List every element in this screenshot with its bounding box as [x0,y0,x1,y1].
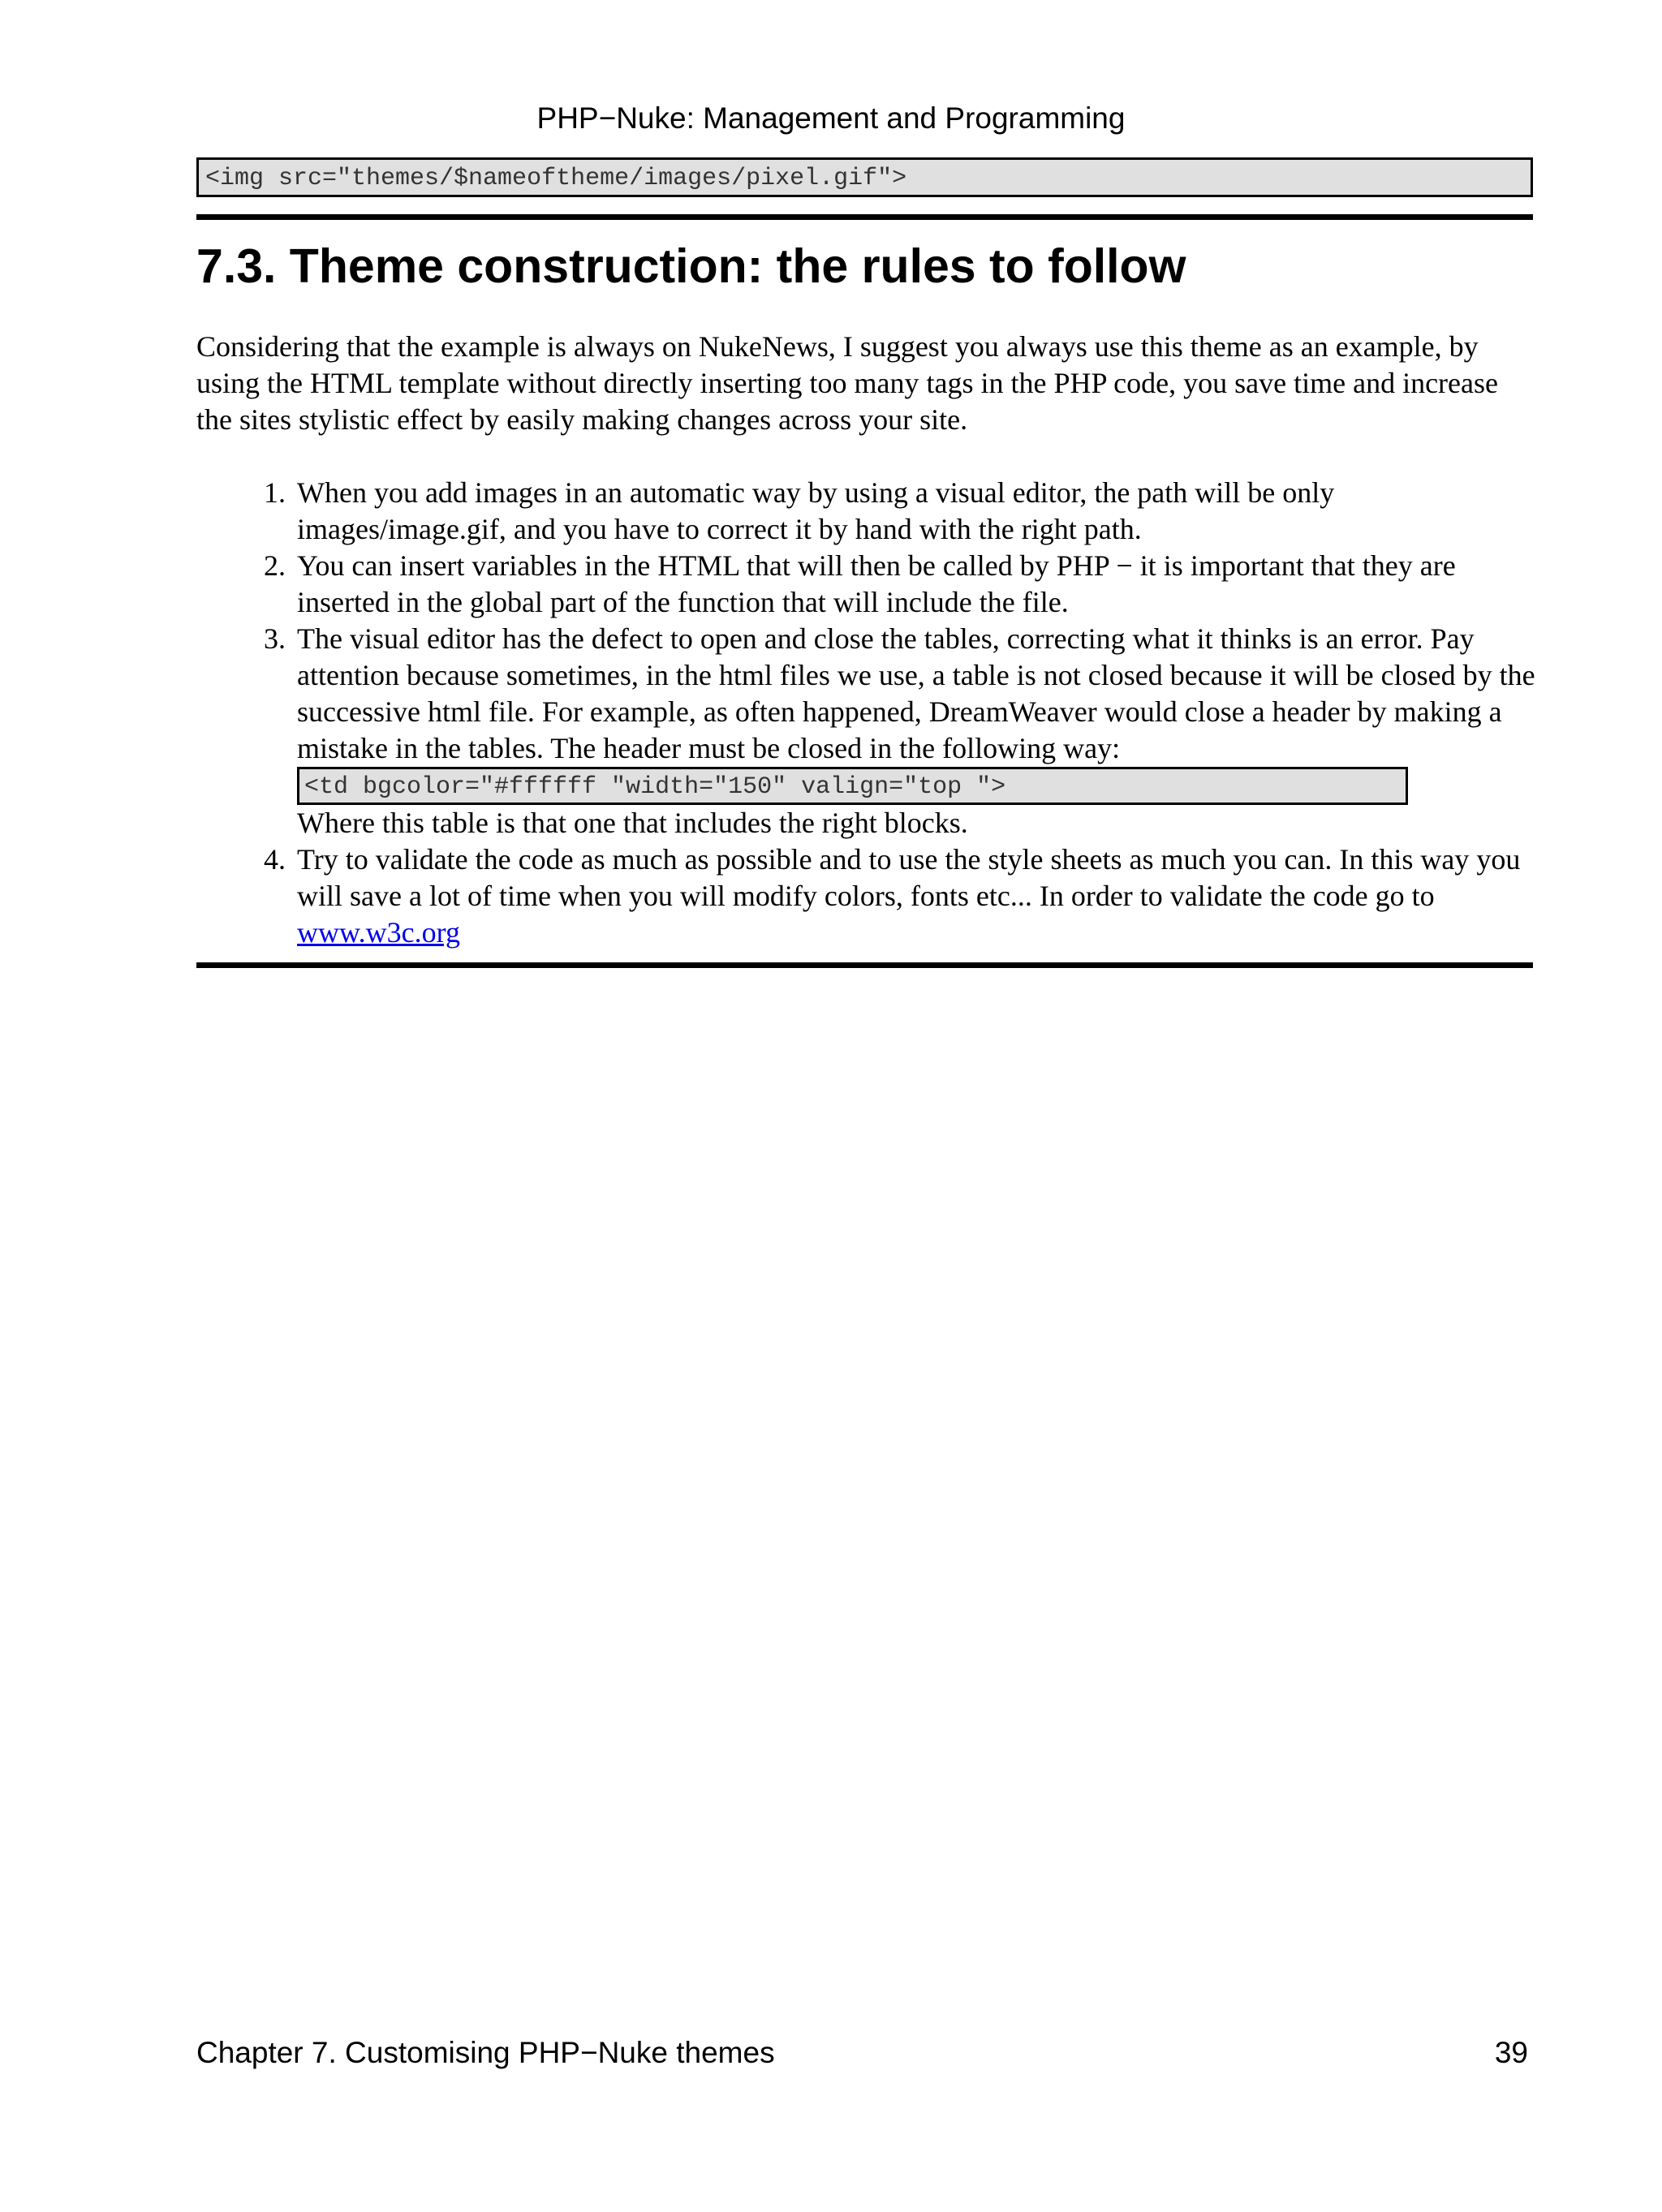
intro-paragraph: Considering that the example is always on NukeNews, I suggest you always use this theme as an example, by using the HTML template without directly inserting too many tags in the PHP code, you save time and increase the sites stylistic effect by easily making changes across your site. [196,330,1498,436]
rules-list [264,475,1537,951]
footer-chapter: Chapter 7. Customising PHP−Nuke themes [196,2036,775,2069]
running-header: PHP−Nuke: Management and Programming [536,101,1126,135]
list-number: 4. [264,843,286,876]
list-item-text: When you add images in an automatic way by using a visual editor, the path will be only images/image.gif, and you have to correct it by hand with the right path. [297,476,1335,545]
section-bottom-rule [196,962,1533,968]
list-item-text: You can insert variables in the HTML that will then be called by PHP − it is important that they are inserted in the global part of the function that will include the file. [297,549,1456,618]
list-item [264,475,1537,548]
section-title: 7.3. Theme construction: the rules to follow [196,239,1186,293]
code-block-img-tag: <img src="themes/$nameoftheme/images/pixel.gif"> [196,157,1533,197]
list-item-text: Try to validate the code as much as possible and to use the style sheets as much you can. In this way you will save a lot of time when you will modify colors, fonts etc... In order to validate the code go to [297,843,1521,912]
list-number: 1. [264,476,286,509]
list-item [264,548,1537,621]
list-item-text: The visual editor has the defect to open and close the tables, correcting what it thinks is an error. Pay attention because sometimes, in the html files we use, a table is not closed because it will be closed by the successive html file. For example, as often happened, DreamWeaver would close a header by making a mistake in the tables. The header must be closed in the following way: [297,622,1535,764]
list-number: 2. [264,549,286,582]
list-item [264,841,1537,951]
page-number: 39 [1494,2036,1528,2069]
section-top-rule [196,214,1533,220]
code-block-td-tag: <td bgcolor="#ffffff "width="150" valign="top "> [297,767,1408,805]
list-item-note: Where this table is that one that includes the right blocks. [297,807,968,839]
list-item [264,621,1537,841]
list-number: 3. [264,622,286,655]
w3c-link[interactable]: www.w3c.org [297,916,460,949]
